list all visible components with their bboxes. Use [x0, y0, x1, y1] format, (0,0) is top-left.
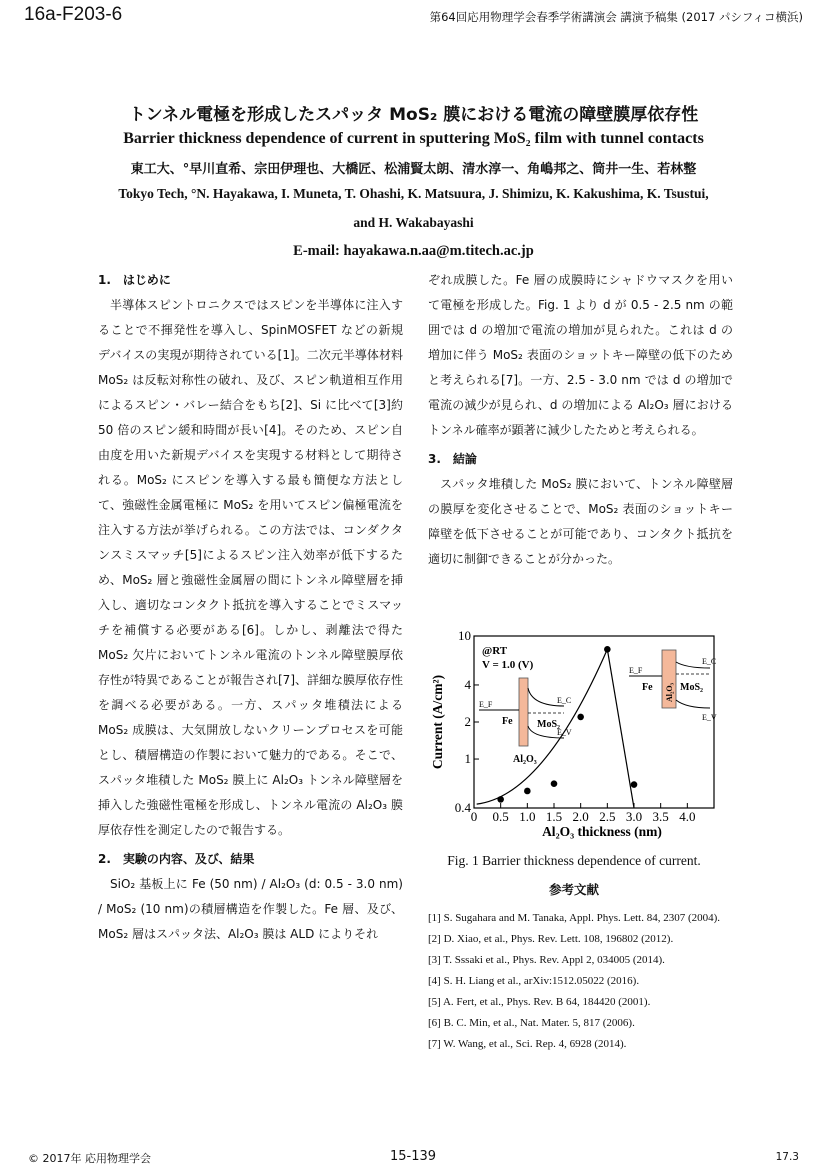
conference-name: 第64回応用物理学会春季学術講演会 講演予稿集 (2017 パシフィコ横浜) — [429, 10, 803, 24]
conclusion-heading: 3. 結論 — [428, 452, 477, 466]
y-axis-label: Current (A/cm²) — [430, 674, 445, 770]
data-point — [604, 646, 611, 653]
x-tick-label: 4.0 — [679, 809, 696, 824]
y-tick-label: 10 — [458, 628, 471, 643]
references-list — [428, 908, 748, 1055]
reference-item: [4] S. H. Liang et al., arXiv:1512.05022 (2016). — [428, 975, 640, 987]
x-axis-label: Al₂O₃ thickness (nm) — [542, 824, 662, 839]
right-inset-label: MoS₂ — [680, 682, 703, 693]
footer-code: 17.3 — [775, 1151, 799, 1163]
x-tick-label: 1.5 — [545, 809, 563, 824]
reference-item: [1] S. Sugahara and M. Tanaka, Appl. Phys. Lett. 84, 2307 (2004). — [428, 912, 721, 924]
reference-item: [5] A. Fert, et al., Phys. Rev. B 64, 184420 (2001). — [428, 996, 651, 1008]
data-point — [577, 714, 584, 721]
x-tick-label: 0 — [470, 809, 478, 824]
authors-japanese: 東工大、°早川直希、宗田伊理也、大橋匠、松浦賢太朗、清水淳一、角嶋邦之、筒井一生、若林整 — [130, 162, 697, 177]
x-tick-label: 3.5 — [652, 809, 669, 824]
data-point — [497, 796, 504, 803]
conclusion-paragraph: スパッタ堆積した MoS₂ 膜において、トンネル障壁層の膜厚を変化させることで、MoS₂ 表面のショットキー障壁を低下させることが可能であり、コンタクト抵抗を適切に制御できることが分かった。 — [428, 477, 733, 566]
left-inset-label: MoS₂ — [537, 719, 560, 730]
right-column — [428, 268, 733, 572]
x-tick-label: 2.5 — [599, 809, 616, 824]
left-inset-barrier — [519, 678, 528, 746]
right-inset-valence-band — [676, 700, 710, 708]
authors-english-line2: and H. Wakabayashi — [353, 215, 474, 230]
reference-item: [7] W. Wang, et al., Sci. Rep. 4, 6928 (2014). — [428, 1038, 627, 1050]
right-inset-label: Al₂O₃ — [665, 682, 674, 702]
right-inset-label: Fe — [642, 682, 653, 693]
data-point — [551, 780, 558, 787]
annotation-temperature: @RT — [482, 645, 508, 657]
x-tick-label: 2.0 — [572, 809, 589, 824]
left-inset-label: E_F — [479, 700, 493, 709]
reference-item: [3] T. Sssaki et al., Phys. Rev. Appl 2, 034005 (2014). — [428, 954, 665, 966]
left-column — [98, 268, 403, 947]
footer-copyright: © 2017年 応用物理学会 — [28, 1152, 151, 1165]
x-tick-label: 0.5 — [492, 809, 509, 824]
figure-1 — [424, 628, 724, 848]
right-inset-label: E_C — [702, 657, 717, 666]
y-tick-label: 0.4 — [454, 800, 471, 815]
left-inset-label: E_C — [557, 696, 572, 705]
experiment-heading: 2. 実験の内容、及び、結果 — [98, 852, 255, 866]
intro-heading: 1. はじめに — [98, 273, 171, 287]
reference-item: [6] B. C. Min, et al., Nat. Mater. 5, 817 (2006). — [428, 1017, 635, 1029]
reference-item: [2] D. Xiao, et al., Phys. Rev. Lett. 108, 196802 (2012). — [428, 933, 674, 945]
figure-caption: Fig. 1 Barrier thickness dependence of current. — [447, 853, 701, 868]
references-heading: 参考文献 — [548, 882, 599, 897]
data-point — [631, 781, 638, 788]
experiment-paragraph: SiO₂ 基板上に Fe (50 nm) / Al₂O₃ (d: 0.5 - 3.0 nm) / MoS₂ (10 nm)の積層構造を作製した。Fe 層、及び、MoS₂ 層はスパッタ法、Al₂O₃ 膜は ALD によりそれ — [98, 877, 403, 941]
left-inset-label: E_V — [557, 728, 572, 737]
left-inset-label: Al₂O₃ — [513, 754, 537, 765]
results-paragraph: ぞれ成膜した。Fe 層の成膜時にシャドウマスクを用いて電極を形成した。Fig. 1 より d が 0.5 - 2.5 nm の範囲では d の増加で電流の増加が見られた。これは d の増加に伴う MoS₂ 表面のショットキー障壁の低下のためと考えられる[7]。一方、2.5 - 3.0 nm では d の増加で電流の減少が見られ、d の増加による Al₂O₃ 層におけるトンネル確率が顕著に減少したためと考えられる。 — [428, 273, 733, 437]
data-point — [524, 788, 531, 795]
y-tick-label: 4 — [464, 676, 471, 692]
right-inset-label: E_F — [629, 666, 643, 675]
contact-email: E-mail: hayakawa.n.aa@m.titech.ac.jp — [293, 243, 534, 259]
y-tick-label: 2 — [464, 714, 471, 729]
authors-english-line1: Tokyo Tech, °N. Hayakawa, I. Muneta, T. Ohashi, K. Matsuura, J. Shimizu, K. Kakushima, K. Tsustui, — [118, 186, 709, 201]
title-japanese: トンネル電極を形成したスパッタ MoS₂ 膜における電流の障壁膜厚依存性 — [128, 105, 699, 125]
footer-page-number: 15-139 — [390, 1149, 437, 1164]
paper-id: 16a-F203-6 — [24, 4, 123, 25]
annotation-voltage: V = 1.0 (V) — [482, 659, 534, 671]
current-vs-thickness-chart — [424, 628, 724, 848]
x-tick-label: 3.0 — [625, 809, 643, 824]
intro-paragraph: 半導体スピントロニクスではスピンを半導体に注入することで不揮発性を導入し、SpinMOSFET などの新規デバイスの実現が期待されている[1]。二次元半導体材料 MoS₂ は反転対称性の破れ、及び、スピン軌道相互作用によるスピン・バレー結合をもち[2]、Si に比べて[3]約 50 倍のスピン緩和時間が長い[4]。そのため、スピン自由度を用いた新規デバイスを実現する材料として期待される。MoS₂ にスピンを導入する最も簡便な方法として、強磁性金属電極に MoS₂ を用いてスピン偏極電流を注入する方法が挙げられる。この方法では、コンダクタンスミスマッチ[5]によるスピン注入効率が低下するため、MoS₂ 層と強磁性金属層の間にトンネル障壁層を挿入し、適切なコンタクト抵抗を導入することでミスマッチを補償する必要がある[6]。しかし、剥離法で得た MoS₂ 欠片においてトンネル電流のトンネル障壁膜厚依存性が特異であることが報告され[7]、詳細な膜厚依存性を調べる必要がある。一方、スパッタ堆積法による MoS₂ 成膜は、大気開放しないクリーンプロセスを可能とし、積層構造の作製において魅力的である。そこで、スパッタ堆積した MoS₂ 膜上に Al₂O₃ トンネル障壁層を挿入した強磁性電極を形成し、トンネル電流の Al₂O₃ 膜厚依存性を測定したので報告する。 — [98, 298, 404, 837]
left-inset-label: Fe — [502, 716, 513, 727]
title-english: Barrier thickness dependence of current in sputtering MoS₂ film with tunnel contacts — [123, 130, 704, 147]
right-inset-label: E_V — [702, 713, 717, 722]
y-tick-label: 1 — [464, 751, 471, 767]
x-tick-label: 1.0 — [519, 809, 536, 824]
